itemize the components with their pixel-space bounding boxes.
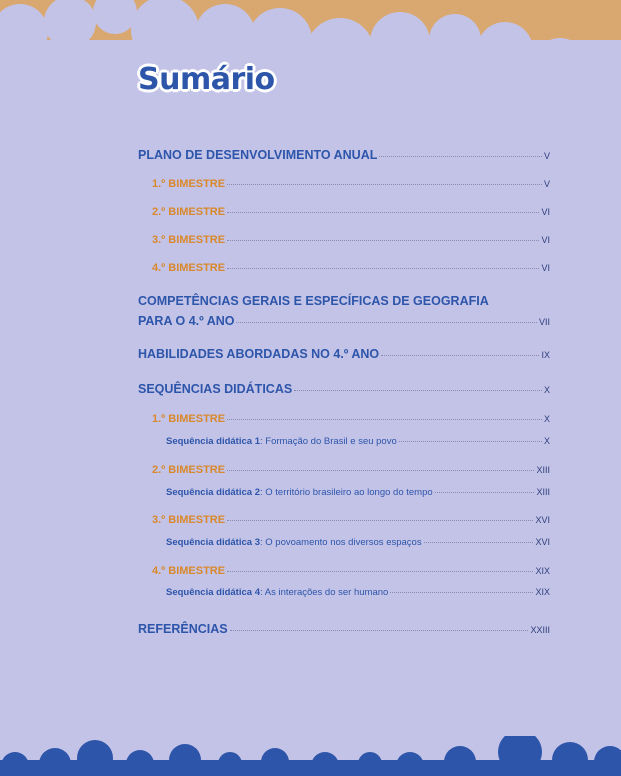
toc-entry-competencias[interactable] [138, 314, 550, 328]
toc-page-number: X [543, 436, 550, 446]
toc-entry-plano-bimestre-3[interactable] [152, 234, 550, 246]
toc-label: 2.º BIMESTRE [152, 206, 226, 218]
toc-leader-dots [227, 419, 542, 420]
toc-label [166, 487, 433, 498]
toc-page-number: XVI [535, 515, 550, 525]
toc-page-number: V [543, 179, 550, 189]
toc-page-number: VI [541, 235, 550, 245]
toc-entry-plano-bimestre-1[interactable] [152, 178, 550, 190]
toc-page-number: X [543, 414, 550, 424]
toc-label: 1.º BIMESTRE [152, 413, 226, 425]
toc-page-number: VI [541, 263, 550, 273]
toc-page-number: VII [538, 317, 550, 327]
toc-leader-dots [399, 441, 542, 442]
toc-label [166, 587, 388, 598]
toc-leader-dots [435, 492, 535, 493]
toc-label: REFERÊNCIAS [138, 622, 228, 636]
toc-page-number: XIX [535, 566, 550, 576]
toc-leader-dots [227, 184, 542, 185]
toc-label: 4.º BIMESTRE [152, 565, 226, 577]
toc-leader-dots [227, 520, 533, 521]
toc-label: 1.º BIMESTRE [152, 178, 226, 190]
toc-leader-dots [227, 268, 539, 269]
toc-page-number: XIX [535, 587, 550, 597]
toc-leader-dots [227, 571, 533, 572]
toc-label-bold: Sequência didática 4 [166, 587, 260, 598]
toc-page-number: VI [541, 207, 550, 217]
toc-entry-plano[interactable] [138, 148, 550, 162]
toc-leader-dots [236, 322, 537, 323]
toc-leader-dots [227, 470, 534, 471]
toc-label: 4.º BIMESTRE [152, 262, 226, 274]
toc-label-rest: : Formação do Brasil e seu povo [259, 436, 397, 447]
toc-page-number: XVI [535, 537, 550, 547]
toc-entry-sequencia-2[interactable] [166, 487, 550, 498]
toc-label [166, 537, 422, 548]
toc-label [166, 436, 397, 447]
toc-leader-dots [294, 390, 542, 391]
toc-leader-dots [390, 592, 533, 593]
toc-label-bold: Sequência didática 2 [166, 487, 260, 498]
toc-entry-referencias[interactable] [138, 622, 550, 636]
toc-label: 3.º BIMESTRE [152, 234, 226, 246]
toc-label: PLANO DE DESENVOLVIMENTO ANUAL [138, 148, 378, 162]
toc-entry-sequencia-3[interactable] [166, 537, 550, 548]
toc-label-rest: : As interações do ser humano [259, 587, 389, 598]
toc-entry-seq-bimestre-4[interactable] [152, 565, 550, 577]
toc-leader-dots [379, 156, 542, 157]
toc-label-rest: : O povoamento nos diversos espaços [259, 537, 422, 548]
toc-label-bold: Sequência didática 3 [166, 537, 260, 548]
toc-entry-seq-bimestre-3[interactable] [152, 514, 550, 526]
toc-label: SEQUÊNCIAS DIDÁTICAS [138, 382, 293, 396]
toc-page-number: XIII [536, 465, 550, 475]
toc-page-number: XIII [536, 487, 550, 497]
toc-label-competencias-line1[interactable]: COMPETÊNCIAS GERAIS E ESPECÍFICAS DE GEOGRAFIA [138, 294, 489, 308]
page-title: Sumário [138, 62, 275, 97]
toc-entry-seq-bimestre-1[interactable] [152, 413, 550, 425]
toc-page-number: X [543, 385, 550, 395]
toc-entry-plano-bimestre-2[interactable] [152, 206, 550, 218]
toc-entry-sequencia-4[interactable] [166, 587, 550, 598]
toc-leader-dots [424, 542, 534, 543]
toc-leader-dots [230, 630, 529, 631]
toc-leader-dots [381, 355, 539, 356]
toc-entry-sequencia-1[interactable] [166, 436, 550, 447]
toc-entry-habilidades[interactable] [138, 347, 550, 361]
toc-label: 2.º BIMESTRE [152, 464, 226, 476]
toc-entry-seq-bimestre-2[interactable] [152, 464, 550, 476]
toc-leader-dots [227, 212, 539, 213]
bottom-clouds-decoration [0, 736, 621, 776]
toc-page-number: IX [541, 350, 550, 360]
toc-label: 3.º BIMESTRE [152, 514, 226, 526]
toc-label-bold: Sequência didática 1 [166, 436, 260, 447]
toc-page-number: XXIII [530, 625, 550, 635]
toc-label: HABILIDADES ABORDADAS NO 4.º ANO [138, 347, 380, 361]
toc-label: PARA O 4.º ANO [138, 314, 235, 328]
toc-leader-dots [227, 240, 539, 241]
toc-entry-sequencias[interactable] [138, 382, 550, 396]
top-clouds-decoration [0, 0, 621, 90]
toc-page-number: V [543, 151, 550, 161]
toc-label-rest: : O território brasileiro ao longo do tempo [259, 487, 433, 498]
toc-entry-plano-bimestre-4[interactable] [152, 262, 550, 274]
